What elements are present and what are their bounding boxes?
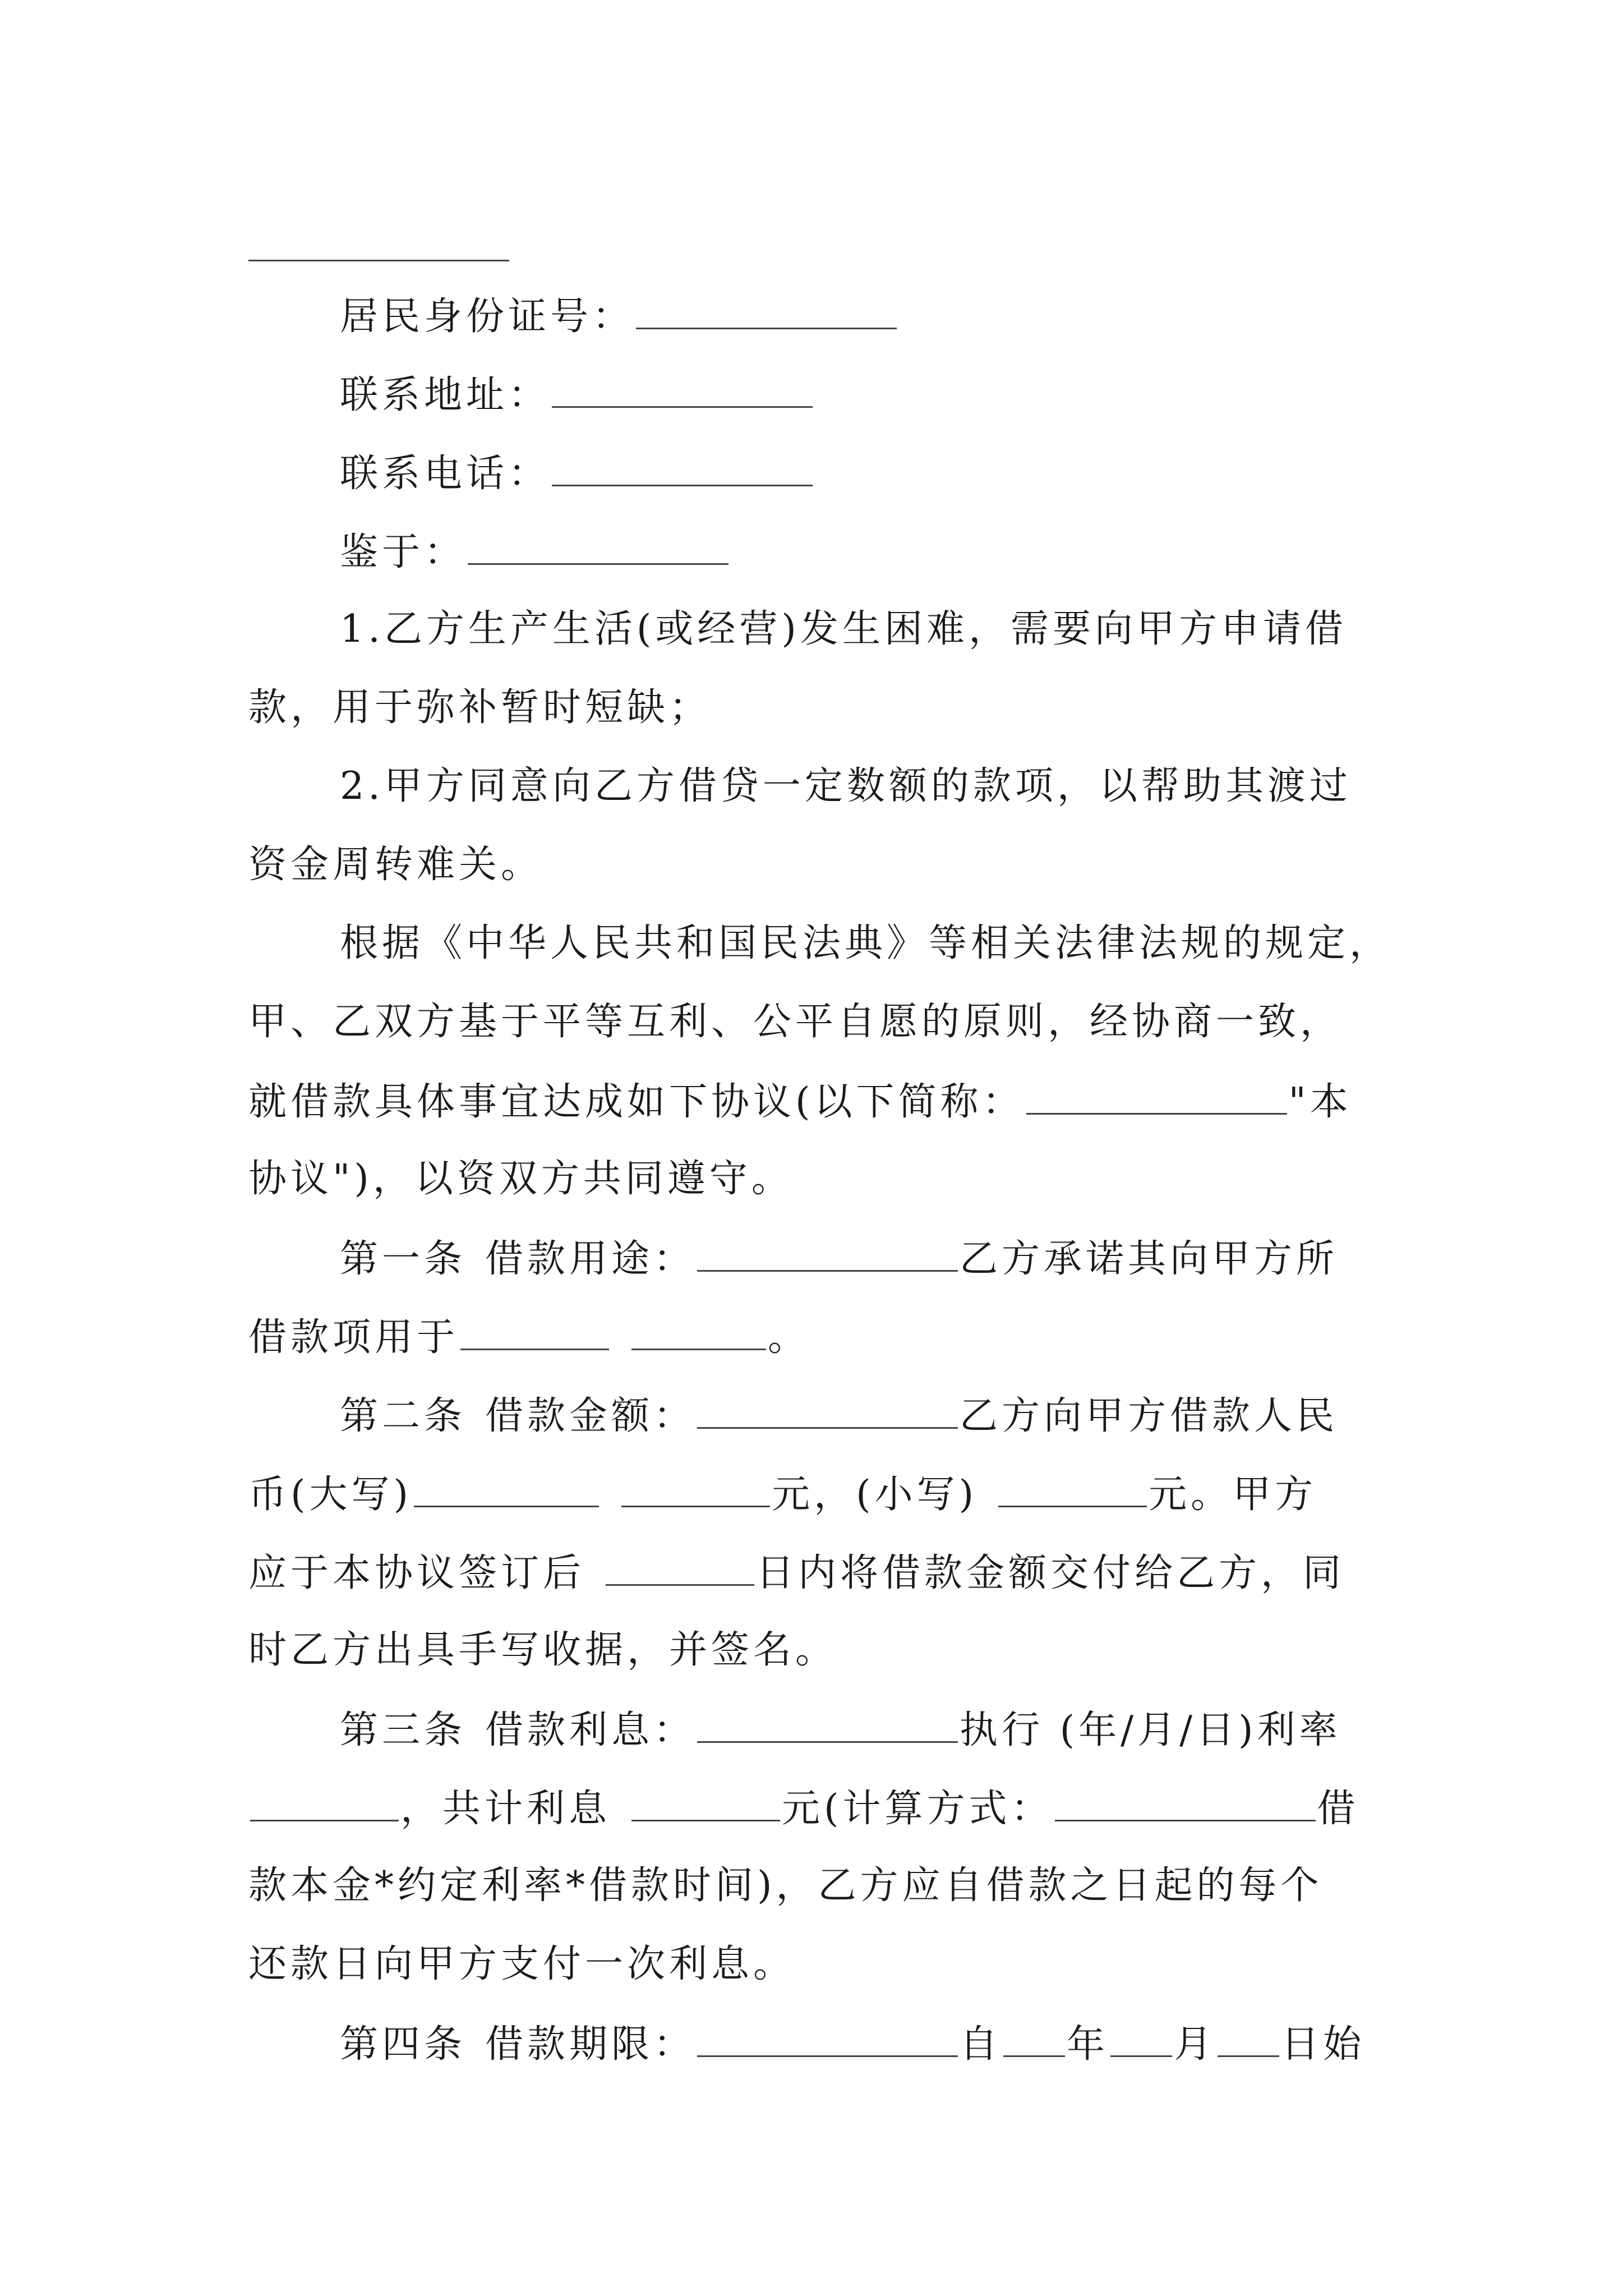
rate-blank xyxy=(250,1785,399,1821)
amount-figures-blank xyxy=(998,1471,1147,1507)
article-4-label: 借款期限： xyxy=(485,2022,696,2067)
address-row xyxy=(340,371,1394,416)
top-blank-line xyxy=(248,260,509,261)
calc-method-text: 借 xyxy=(1317,1787,1359,1831)
article-1-end: 。 xyxy=(768,1315,810,1360)
article-3-blank xyxy=(697,1706,958,1743)
article-4-line-1 xyxy=(340,2021,1394,2065)
total-interest-label: ，共计利息 xyxy=(400,1787,611,1831)
article-1-blank xyxy=(697,1235,958,1272)
address-label: 联系地址： xyxy=(340,373,551,417)
article-1-line-2 xyxy=(248,1314,1393,1359)
recital-2-line-2: 资金周转难关。 xyxy=(248,843,543,887)
start-day-blank xyxy=(1218,2021,1279,2057)
amount-words-label: 币(大写) xyxy=(248,1473,413,1517)
amount-words-blank-2 xyxy=(621,1471,770,1507)
purpose-blank-1 xyxy=(460,1314,609,1350)
delivery-text: 应于本协议签订后 xyxy=(248,1551,585,1595)
id-number-blank xyxy=(636,293,897,329)
preamble-line-3 xyxy=(248,1078,1393,1123)
article-2-heading: 第二条 xyxy=(340,1394,467,1438)
recital-1-line-2: 款，用于弥补暂时短缺； xyxy=(248,685,712,730)
article-4-heading: 第四条 xyxy=(340,2022,467,2067)
interest-rate-text: 执行 (年/月/日)利率 xyxy=(960,1708,1341,1752)
recital-2-line-1: 2.甲方同意向乙方借贷一定数额的款项，以帮助其渡过 xyxy=(340,764,1352,808)
total-interest-blank xyxy=(631,1785,780,1821)
amount-figures-label: 元，(小写) xyxy=(772,1473,978,1517)
recital-1-line-1: 1.乙方生产生活(或经营)发生困难，需要向甲方申请借 xyxy=(340,607,1347,651)
id-number-label: 居民身份证号： xyxy=(340,295,635,339)
article-3-line-1 xyxy=(340,1706,1394,1751)
preamble-text: 就借款具体事宜达成如下协议(以下简称： xyxy=(248,1080,1025,1124)
term-from-text: 自 xyxy=(960,2022,1002,2067)
article-2-line-1 xyxy=(340,1392,1394,1437)
article-3-heading: 第三条 xyxy=(340,1708,467,1752)
calc-method-blank xyxy=(1055,1785,1316,1821)
preamble-line-1: 根据《中华人民共和国民法典》等相关法律法规的规定， xyxy=(340,921,1392,965)
phone-row xyxy=(340,450,1394,495)
article-1-purpose-text: 借款项用于 xyxy=(248,1315,459,1360)
article-3-line-4: 还款日向甲方支付一次利息。 xyxy=(248,1942,796,1986)
article-4-blank xyxy=(697,2021,958,2057)
article-3-line-2 xyxy=(248,1785,1393,1830)
amount-yuan-text: 元。甲方 xyxy=(1149,1473,1317,1517)
calc-method-label: 元(计算方式： xyxy=(782,1787,1053,1831)
article-2-label: 借款金额： xyxy=(485,1394,696,1438)
article-1-line-1 xyxy=(340,1235,1394,1280)
phone-label: 联系电话： xyxy=(340,452,551,496)
id-number-row xyxy=(340,293,1394,338)
whereas-row xyxy=(340,528,1394,573)
article-2-line-2 xyxy=(248,1471,1393,1516)
day-start-text: 日始 xyxy=(1281,2022,1366,2067)
start-year-blank xyxy=(1003,2021,1065,2057)
article-2-line-3 xyxy=(248,1549,1393,1594)
article-1-label: 借款用途： xyxy=(485,1237,696,1281)
delivery-days-blank xyxy=(606,1549,754,1586)
preamble-line-4: 协议")，以资双方共同遵守。 xyxy=(248,1157,794,1201)
phone-blank xyxy=(552,450,813,486)
preamble-line-2: 甲、乙双方基于平等互利、公平自愿的原则，经协商一致， xyxy=(248,1000,1343,1044)
start-month-blank xyxy=(1110,2021,1172,2057)
address-blank xyxy=(552,371,813,408)
article-3-label: 借款利息： xyxy=(485,1708,696,1752)
year-text: 年 xyxy=(1067,2022,1109,2067)
article-2-line-4: 时乙方出具手写收据，并签名。 xyxy=(248,1628,838,1672)
article-3-line-3: 款本金*约定利率*借款时间)，乙方应自借款之日起的每个 xyxy=(248,1864,1323,1908)
article-2-text: 乙方向甲方借款人民 xyxy=(960,1394,1339,1438)
short-name-blank xyxy=(1026,1078,1287,1115)
preamble-quote-text: "本 xyxy=(1288,1080,1352,1124)
month-text: 月 xyxy=(1174,2022,1216,2067)
article-1-heading: 第一条 xyxy=(340,1237,467,1281)
whereas-label: 鉴于： xyxy=(340,530,467,574)
delivery-text-2: 日内将借款金额交付给乙方，同 xyxy=(756,1551,1345,1595)
article-1-text: 乙方承诺其向甲方所 xyxy=(960,1237,1339,1281)
purpose-blank-2 xyxy=(631,1314,766,1350)
article-2-blank xyxy=(697,1392,958,1429)
amount-words-blank xyxy=(414,1471,599,1507)
whereas-blank xyxy=(468,528,728,565)
